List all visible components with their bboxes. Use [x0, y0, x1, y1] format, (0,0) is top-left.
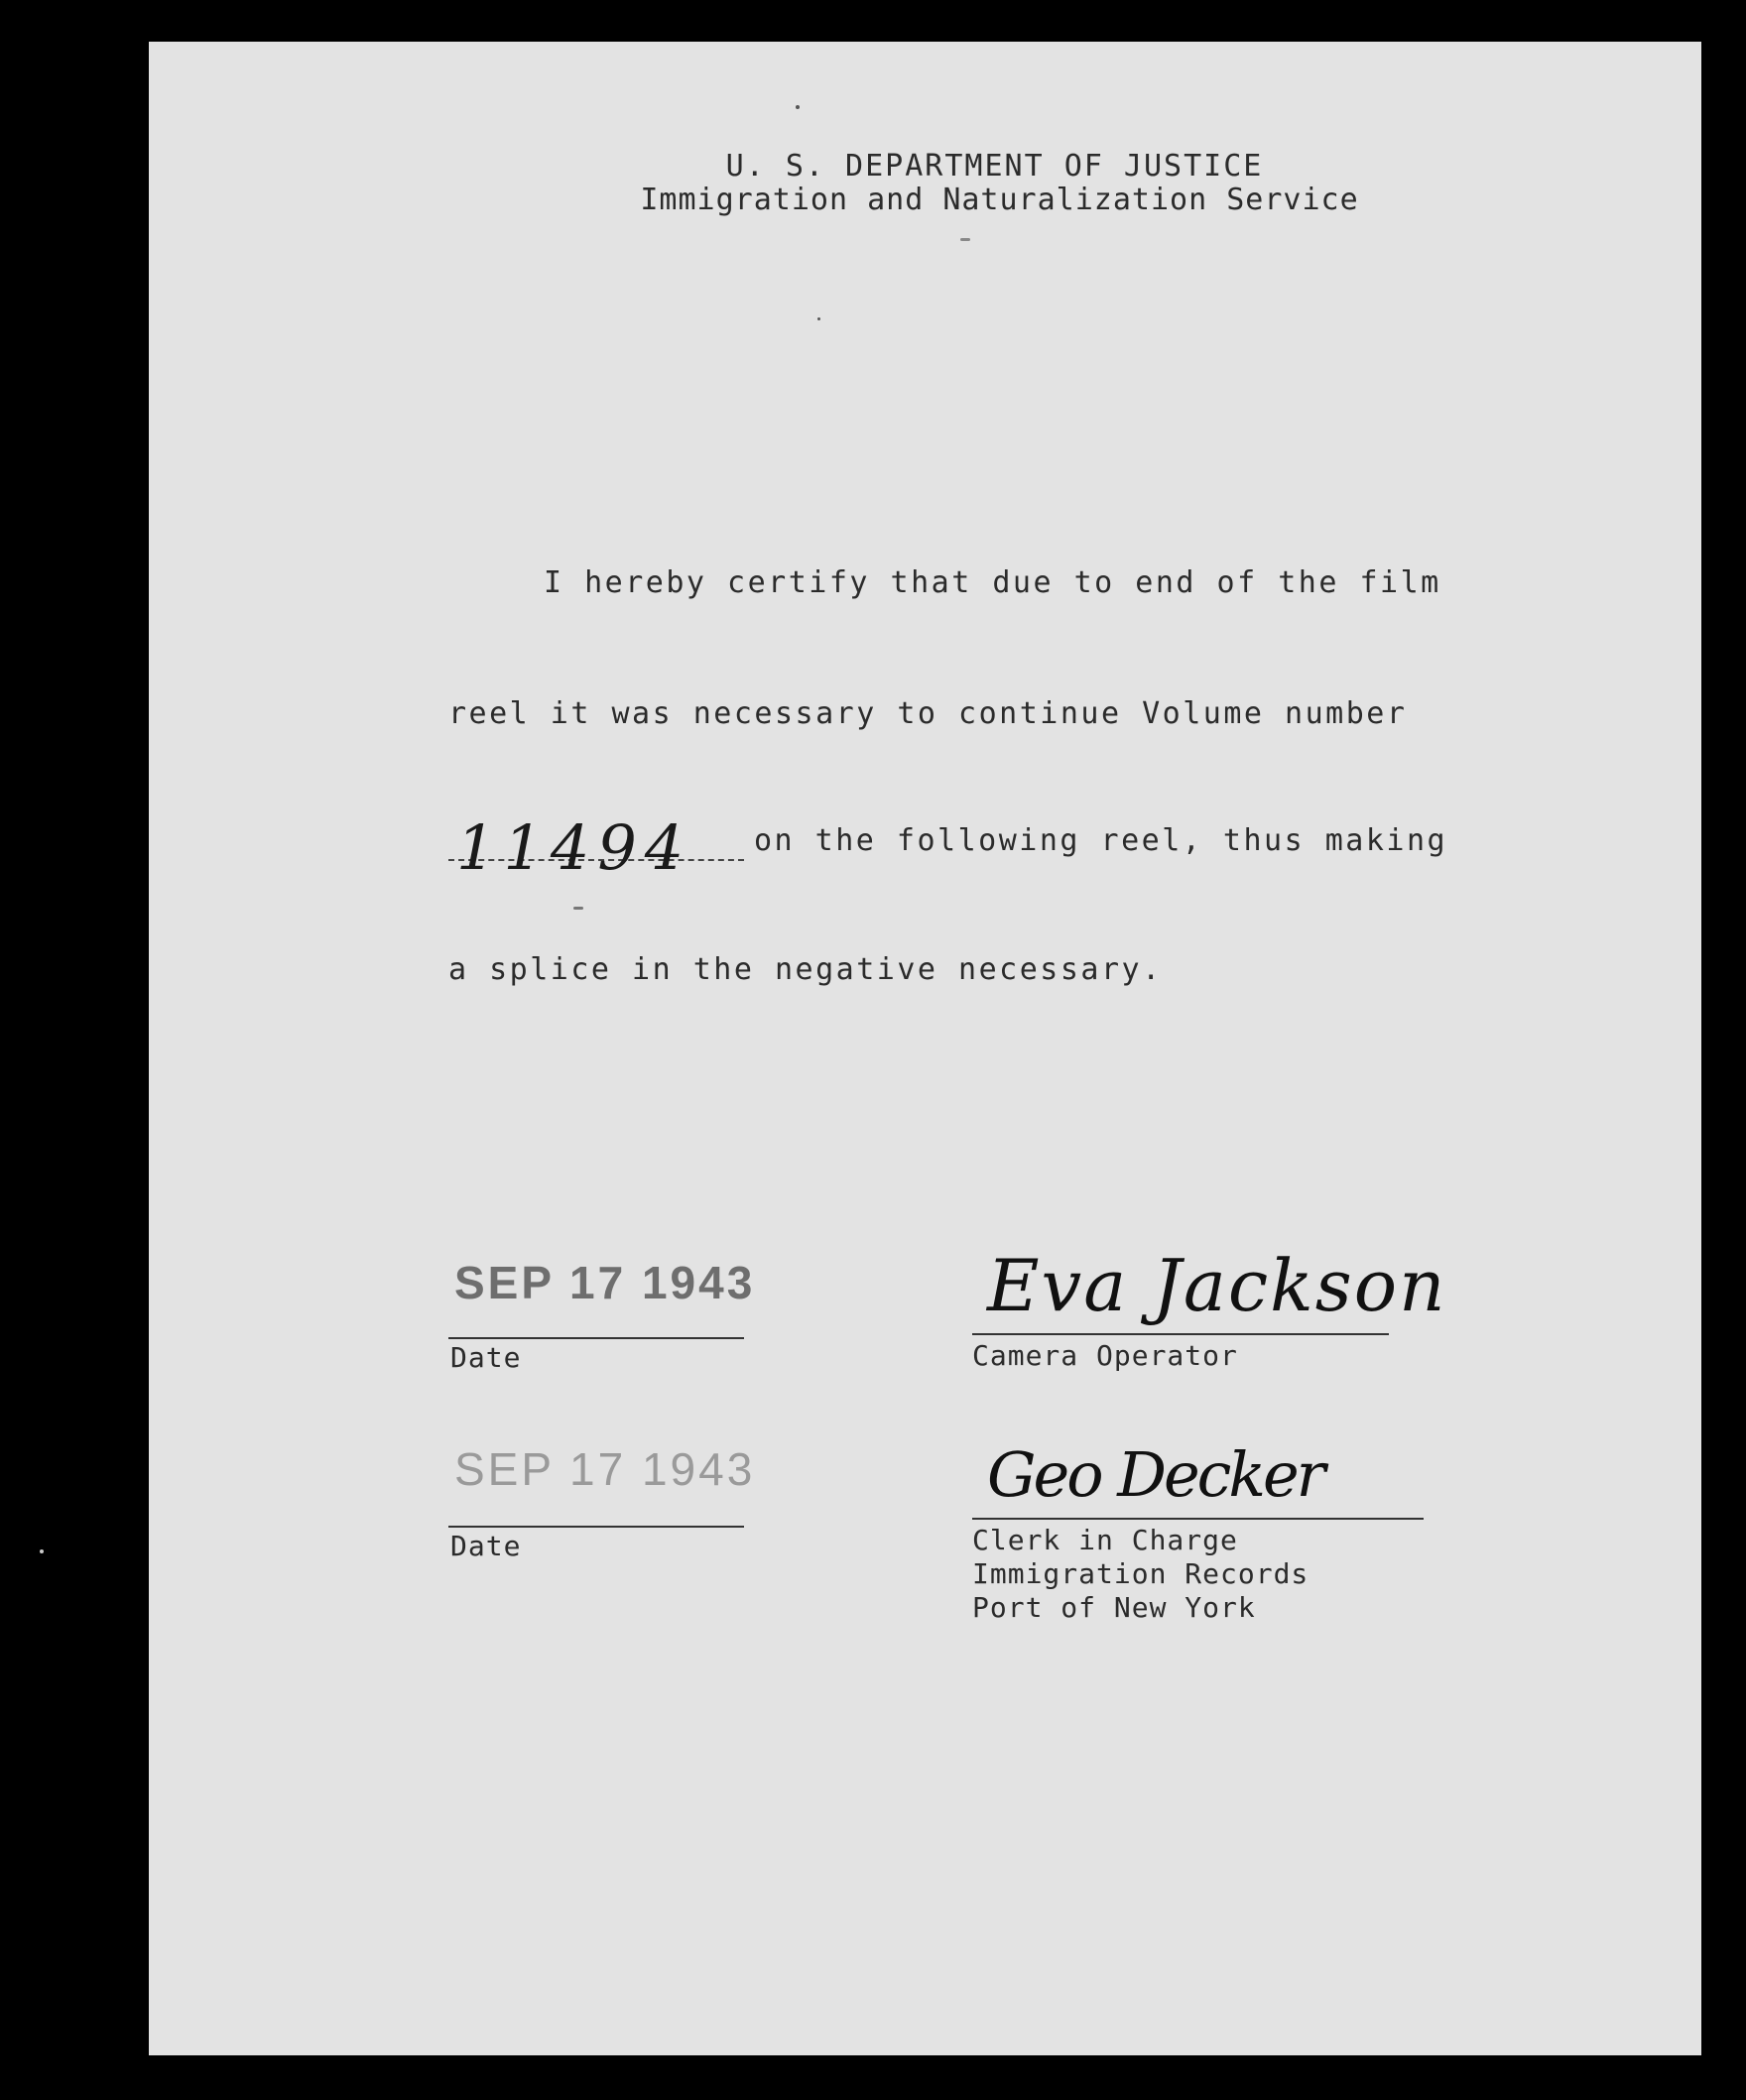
date-signature-line-2	[448, 1526, 744, 1528]
certification-line-2: reel it was necessary to continue Volume number	[448, 696, 1408, 731]
film-speck	[40, 1549, 44, 1553]
date-signature-line-1	[448, 1337, 744, 1339]
certification-line-3: on the following reel, thus making	[754, 823, 1448, 858]
volume-number-handwritten: 11494	[456, 811, 692, 884]
camera-operator-label: Camera Operator	[972, 1339, 1238, 1372]
clerk-department-label: Immigration Records	[972, 1557, 1310, 1590]
camera-operator-signature: Eva Jackson	[987, 1244, 1447, 1327]
date-stamp-1: SEP 17 1943	[454, 1257, 756, 1308]
paper-speck	[817, 317, 820, 320]
paper-speck	[960, 238, 970, 241]
document-page	[149, 42, 1701, 2055]
clerk-port-label: Port of New York	[972, 1591, 1256, 1624]
department-heading: U. S. DEPARTMENT OF JUSTICE	[725, 149, 1264, 184]
service-heading: Immigration and Naturalization Service	[640, 183, 1359, 217]
date-label-2: Date	[450, 1530, 522, 1562]
paper-speck	[796, 105, 800, 109]
certification-line-1: I hereby certify that due to end of the film	[544, 565, 1441, 600]
clerk-signature-line	[972, 1518, 1424, 1520]
camera-operator-signature-line	[972, 1333, 1389, 1335]
clerk-title-label: Clerk in Charge	[972, 1524, 1238, 1556]
clerk-signature: Geo Decker	[987, 1438, 1323, 1511]
paper-speck	[573, 907, 583, 910]
date-label-1: Date	[450, 1341, 522, 1374]
date-stamp-2: SEP 17 1943	[454, 1443, 756, 1495]
certification-line-4: a splice in the negative necessary.	[448, 952, 1163, 987]
